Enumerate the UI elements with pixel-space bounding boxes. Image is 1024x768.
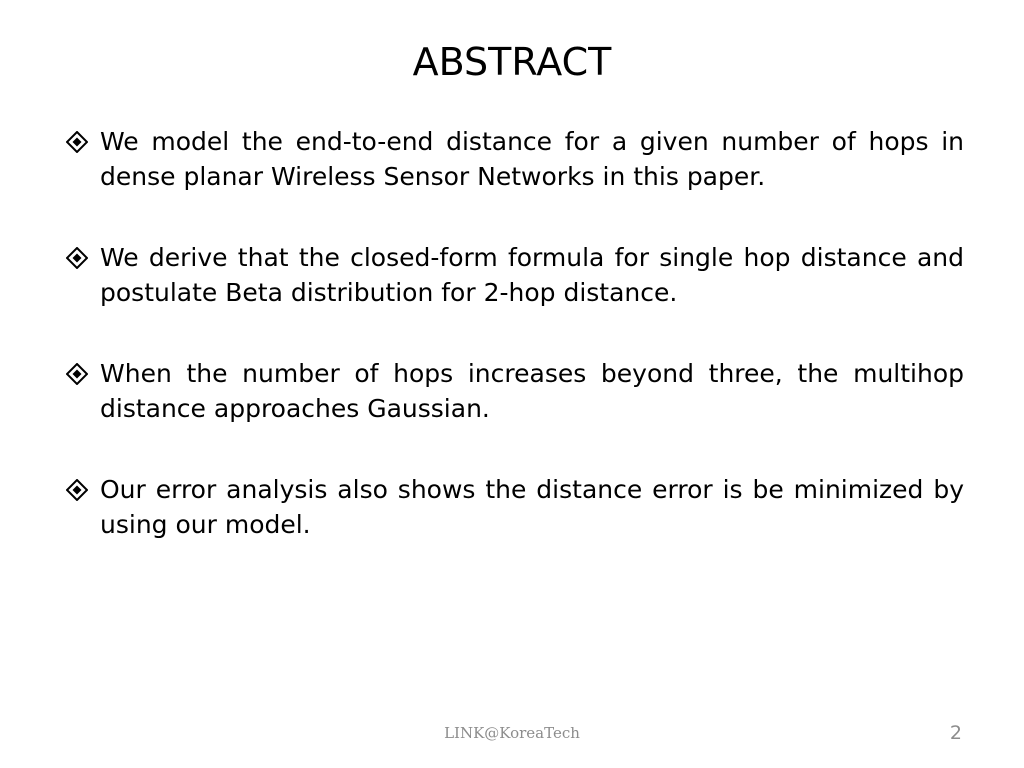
bullet-item	[62, 472, 964, 542]
bullet-list	[62, 124, 964, 588]
slide-footer: LINK@KoreaTech	[444, 724, 580, 742]
bullet-item	[62, 124, 964, 194]
diamond-bullet-icon	[66, 479, 88, 501]
bullet-text: Our error analysis also shows the distance error is be minimized by using our model.	[100, 475, 964, 539]
bullet-item	[62, 356, 964, 426]
page-number: 2	[949, 722, 962, 744]
bullet-text: When the number of hops increases beyond three, the multihop distance approaches Gaussian.	[100, 359, 964, 423]
slide-title: ABSTRACT	[412, 40, 612, 84]
bullet-item	[62, 240, 964, 310]
bullet-text: We derive that the closed-form formula for single hop distance and postulate Beta distribution for 2-hop distance.	[100, 243, 964, 307]
diamond-bullet-icon	[66, 247, 88, 269]
diamond-bullet-icon	[66, 363, 88, 385]
bullet-text: We model the end-to-end distance for a given number of hops in dense planar Wireless Sensor Networks in this paper.	[100, 127, 964, 191]
diamond-bullet-icon	[66, 131, 88, 153]
